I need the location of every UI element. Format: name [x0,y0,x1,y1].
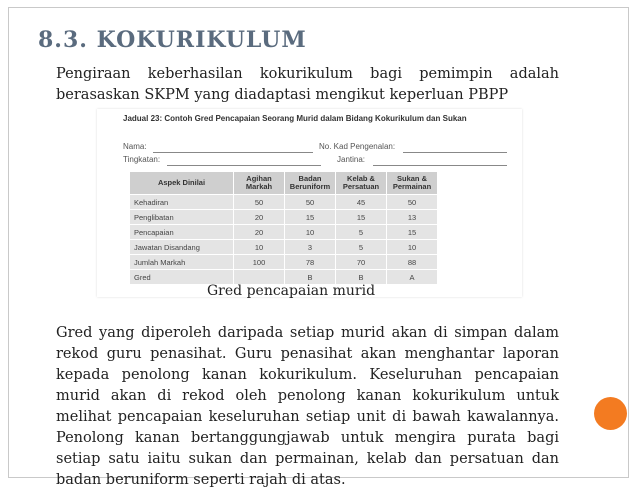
kad-label: No. Kad Pengenalan: [319,142,396,151]
row-label: Penglibatan [130,210,234,225]
table-row [130,240,438,255]
jantina-line [373,165,507,166]
table-cell: 100 [234,255,285,270]
kad-line [403,152,507,153]
table-row [130,225,438,240]
table-cell: 15 [387,225,438,240]
jantina-label: Jantina: [337,155,366,164]
grade-table [129,171,438,285]
nama-line [153,152,313,153]
table-cell: B [336,270,387,285]
table-cell: 5 [336,240,387,255]
table-cell: 10 [234,240,285,255]
table-cell: B [285,270,336,285]
table-cell: 50 [387,195,438,210]
header-agihan: Agihan Markah [234,172,285,195]
header-badan: Badan Beruniform [285,172,336,195]
accent-circle [594,397,627,430]
row-label: Jumlah Markah [130,255,234,270]
table-cell: 13 [387,210,438,225]
table-cell: 45 [336,195,387,210]
header-sukan: Sukan & Permainan [387,172,438,195]
slide-title: 8.3. KOKURIKULUM [38,27,307,53]
header-aspek: Aspek Dinilai [130,172,234,195]
body-paragraph: Gred yang diperoleh daripada setiap murid akan di simpan dalam rekod guru penasihat. Guru penasihat akan menghantar laporan kepada penolong kanan kokurikulum. Keseluruhan pencapaian murid akan di rekod oleh penolong kanan kokurikulum untuk melihat pencapaian keseluruhan setiap unit di bawah kawalannya. Penolong kanan bertanggungjawab untuk mengira purata bagi setiap satu iaitu sukan dan permainan, kelab dan persatuan dan badan beruniform seperti rajah di atas. [56,325,559,488]
nama-label: Nama: [123,142,147,151]
table-cell: 50 [234,195,285,210]
table-cell: 20 [234,225,285,240]
tingkatan-label: Tingkatan: [123,155,161,164]
row-label: Jawatan Disandang [130,240,234,255]
table-cell: 20 [234,210,285,225]
row-label: Gred [130,270,234,285]
table-row [130,210,438,225]
table-row [130,255,438,270]
table-cell: 5 [336,225,387,240]
row-label: Kehadiran [130,195,234,210]
table-cell: 50 [285,195,336,210]
table-row [130,195,438,210]
header-kelab: Kelab & Persatuan [336,172,387,195]
row-label: Pencapaian [130,225,234,240]
table-cell: 88 [387,255,438,270]
tingkatan-line [167,165,321,166]
table-cell: 70 [336,255,387,270]
figure-title: Jadual 23: Contoh Gred Pencapaian Seorang Murid dalam Bidang Kokurikulum dan Sukan [123,114,467,123]
table-cell: 3 [285,240,336,255]
table-cell: A [387,270,438,285]
intro-paragraph: Pengiraan keberhasilan kokurikulum bagi pemimpin adalah berasaskan SKPM yang diadaptasi mengikut keperluan PBPP [56,66,559,103]
table-cell: 10 [285,225,336,240]
table-cell: 15 [285,210,336,225]
grade-table-figure [97,109,522,297]
table-header-row [130,172,438,195]
figure-caption: Gred pencapaian murid [207,283,376,299]
table-cell: 15 [336,210,387,225]
table-cell: 10 [387,240,438,255]
table-cell: 78 [285,255,336,270]
